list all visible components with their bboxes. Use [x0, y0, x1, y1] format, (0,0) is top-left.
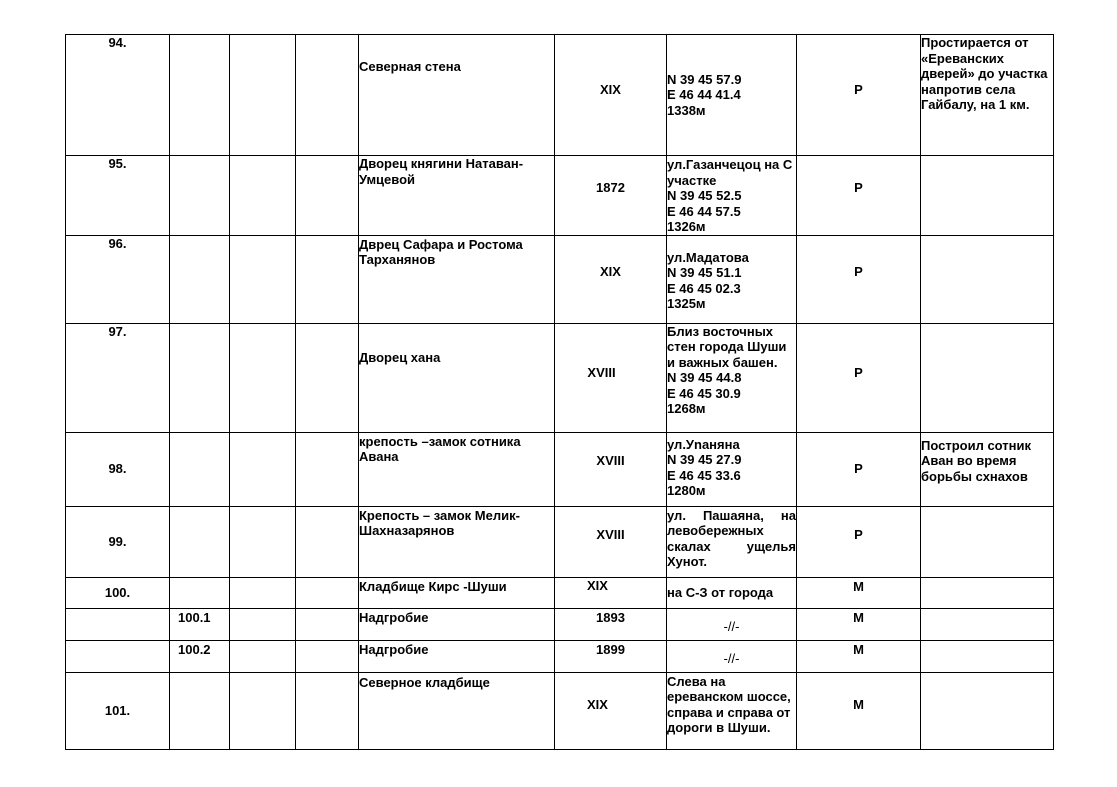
period: XIX	[555, 577, 667, 608]
location-line: -//-	[723, 619, 740, 635]
empty-cell	[296, 577, 359, 608]
monument-type: М	[797, 577, 921, 608]
monuments-table	[65, 34, 1054, 750]
sub-number	[170, 156, 230, 236]
monument-name	[359, 506, 555, 577]
table-row	[66, 672, 1054, 749]
period: XIX	[555, 35, 667, 156]
table-row	[66, 506, 1054, 577]
empty-cell	[296, 156, 359, 236]
period: 1893	[555, 608, 667, 640]
empty-cell	[296, 640, 359, 672]
monument-type: М	[797, 640, 921, 672]
monument-name-text: Дворец княгини Натаван-Умцевой	[359, 156, 524, 187]
location	[667, 506, 797, 577]
location-line: N 39 45 57.9	[667, 71, 742, 87]
table-row	[66, 640, 1054, 672]
location	[667, 432, 797, 506]
monument-name	[359, 672, 555, 749]
note	[921, 640, 1054, 672]
location-line: ул.Газанчецоц на С участке	[667, 157, 793, 188]
location-line: N 39 45 44.8	[667, 370, 742, 385]
period: XVIII	[555, 506, 667, 577]
row-number: 94.	[66, 35, 170, 156]
period: 1872	[555, 156, 667, 236]
table-row	[66, 608, 1054, 640]
location-line: N 39 45 52.5	[667, 188, 742, 203]
location-line: E 46 45 30.9	[667, 385, 741, 401]
location	[667, 235, 797, 323]
monument-name	[359, 156, 555, 236]
location-line: 1325м	[667, 296, 706, 311]
location-line: E 46 44 57.5	[667, 203, 741, 219]
empty-cell	[296, 672, 359, 749]
location-line: Близ восточных стен города Шуши и важных башен.	[667, 323, 787, 370]
location-line: ул.Уnаняна	[667, 436, 740, 452]
location	[667, 577, 797, 608]
location	[667, 640, 797, 672]
empty-cell	[296, 432, 359, 506]
location-line: E 46 44 41.4	[667, 87, 741, 103]
note	[921, 608, 1054, 640]
row-number: 96.	[66, 235, 170, 323]
monument-name-text: Надгробие	[359, 609, 429, 625]
monument-name-text: Кладбище Кирс -Шуши	[359, 578, 507, 594]
empty-cell	[296, 323, 359, 432]
sub-number	[170, 323, 230, 432]
location-line: -//-	[723, 651, 740, 667]
monument-name-text: Дврец Сафара и Ростома Тарханянов	[359, 236, 523, 267]
row-number: 100.	[66, 577, 170, 608]
monument-type: М	[797, 608, 921, 640]
empty-cell	[230, 432, 296, 506]
period: XIX	[555, 672, 667, 749]
empty-cell	[230, 608, 296, 640]
row-number: 101.	[66, 672, 170, 749]
location-line: 1326м	[667, 219, 706, 234]
sub-number	[170, 235, 230, 323]
monument-name-text: Северная стена	[359, 59, 461, 74]
period: XVIII	[555, 432, 667, 506]
monument-name-text: крепость –замок сотника Авана	[359, 433, 521, 464]
note	[921, 156, 1054, 236]
location	[667, 35, 797, 156]
monument-name-text: Крепость – замок Мелик-Шахназарянов	[359, 507, 520, 538]
monument-type: Р	[797, 156, 921, 236]
monument-type: Р	[797, 323, 921, 432]
row-number	[66, 640, 170, 672]
note	[921, 432, 1054, 506]
empty-cell	[230, 35, 296, 156]
empty-cell	[230, 235, 296, 323]
location-line: E 46 45 33.6	[667, 467, 741, 483]
monument-name	[359, 608, 555, 640]
location	[667, 672, 797, 749]
monument-type: Р	[797, 235, 921, 323]
location-line: N 39 45 51.1	[667, 265, 742, 280]
monument-name-text: Дворец хана	[359, 349, 441, 365]
monument-name	[359, 323, 555, 432]
row-number: 99.	[66, 506, 170, 577]
location-line: E 46 45 02.3	[667, 280, 741, 296]
sub-number	[170, 672, 230, 749]
table-row	[66, 235, 1054, 323]
row-number: 95.	[66, 156, 170, 236]
empty-cell	[230, 577, 296, 608]
sub-number	[170, 506, 230, 577]
monument-name	[359, 640, 555, 672]
empty-cell	[230, 672, 296, 749]
location-line: на С-З от города	[667, 584, 774, 600]
sub-number	[170, 35, 230, 156]
location-line: ул.Мадатова	[667, 249, 749, 265]
monument-type: Р	[797, 432, 921, 506]
note	[921, 235, 1054, 323]
location	[667, 323, 797, 432]
empty-cell	[230, 640, 296, 672]
period: 1899	[555, 640, 667, 672]
empty-cell	[230, 156, 296, 236]
empty-cell	[296, 608, 359, 640]
sub-number: 100.1	[170, 608, 230, 640]
table-row	[66, 156, 1054, 236]
location	[667, 156, 797, 236]
monument-name	[359, 235, 555, 323]
period: XIX	[555, 235, 667, 323]
location-line: Слева на ереванском шоссе, справа и справа от дороги в Шуши.	[667, 673, 791, 735]
note	[921, 506, 1054, 577]
empty-cell	[296, 506, 359, 577]
location-line: N 39 45 27.9	[667, 452, 742, 467]
location-line: 1268м	[667, 401, 706, 416]
empty-cell	[296, 35, 359, 156]
sub-number: 100.2	[170, 640, 230, 672]
period: XVIII	[555, 323, 667, 432]
location-line: 1280м	[667, 483, 706, 498]
table-row	[66, 323, 1054, 432]
empty-cell	[230, 506, 296, 577]
row-number: 97.	[66, 323, 170, 432]
table-row	[66, 577, 1054, 608]
note	[921, 672, 1054, 749]
note	[921, 577, 1054, 608]
location-line: 1338м	[667, 102, 706, 118]
monument-type: Р	[797, 35, 921, 156]
location	[667, 608, 797, 640]
monument-name-text: Северное кладбище	[359, 674, 490, 690]
monument-name	[359, 577, 555, 608]
monument-type: М	[797, 672, 921, 749]
row-number	[66, 608, 170, 640]
note-text: Простирается от «Ереванских дверей» до участка напротив села Гайбалу, на 1 км.	[921, 35, 1048, 112]
monument-name	[359, 35, 555, 156]
monument-type: Р	[797, 506, 921, 577]
note-text: Построил сотник Аван во время борьбы схнахов	[921, 437, 1032, 484]
sub-number	[170, 432, 230, 506]
monument-name	[359, 432, 555, 506]
empty-cell	[296, 235, 359, 323]
location-line: ул. Пашаяна, на левобережных скалах ущелья Хунот.	[667, 507, 796, 569]
monument-name-text: Надгробие	[359, 641, 429, 657]
sub-number	[170, 577, 230, 608]
empty-cell	[230, 323, 296, 432]
row-number: 98.	[66, 432, 170, 506]
table-row	[66, 432, 1054, 506]
note	[921, 323, 1054, 432]
table-row	[66, 35, 1054, 156]
note	[921, 35, 1054, 156]
